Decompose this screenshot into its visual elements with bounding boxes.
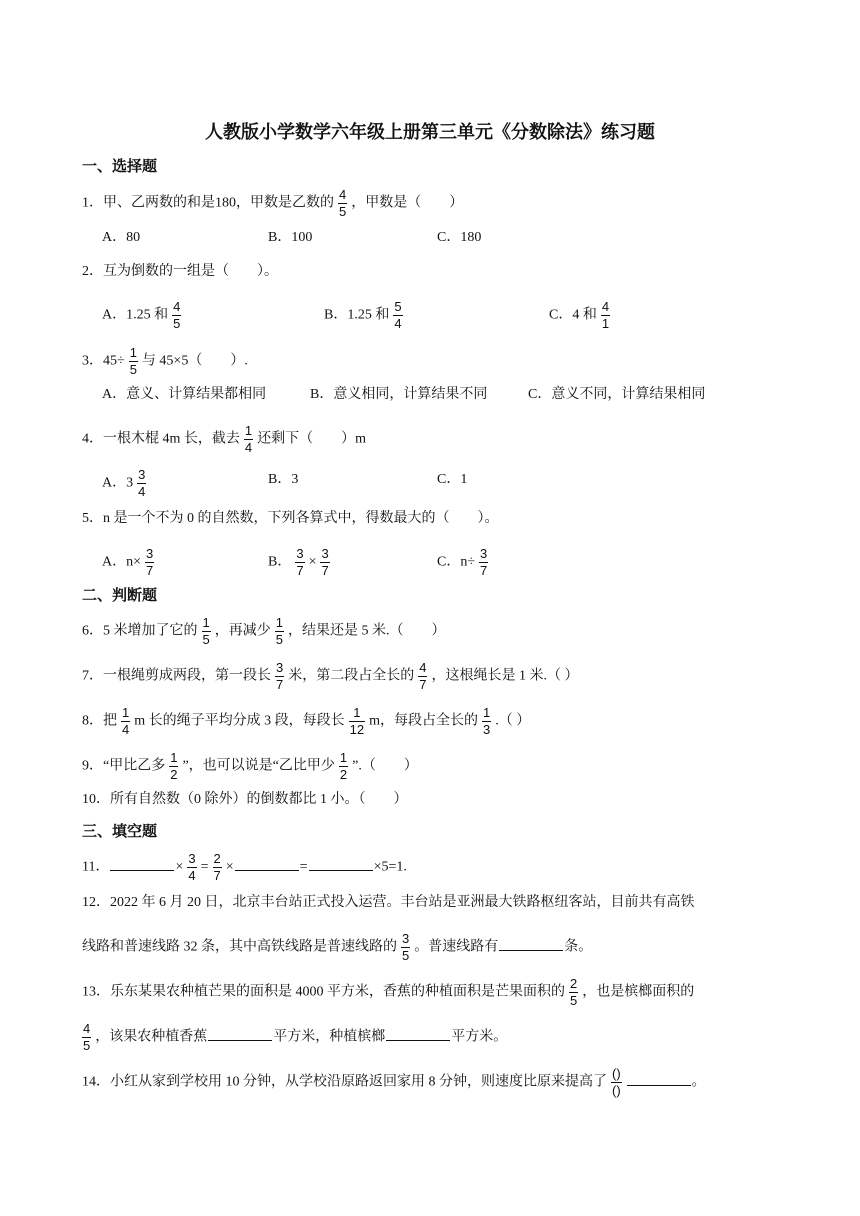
section-heading-judgement: 二、判断题: [82, 586, 158, 604]
option-b: B．意义相同，计算结果不同: [310, 387, 488, 402]
question-10: 10．所有自然数（0 除外）的倒数都比 1 小。（ ）: [82, 792, 408, 807]
option-a: A．1.25 和 $\frac{4}{5}$: [102, 299, 181, 331]
option-b: B．3: [268, 472, 299, 487]
question-13-line-1: 13．乐东某果农种植芒果的面积是 4000 平方米，香蕉的种植面积是芒果面积的 $\frac{2}{5}$ ，也是槟榔面积的: [82, 976, 695, 1008]
question-1: 1．甲、乙两数的和是180，甲数是乙数的 $\frac{4}{5}$ ，甲数是（ ）: [82, 187, 464, 219]
option-c: C．1: [437, 472, 468, 487]
option-a: A．80: [102, 230, 141, 245]
section-heading-fill: 三、填空题: [82, 822, 158, 840]
option-c: C．4 和 $\frac{4}{1}$: [549, 299, 610, 331]
option-b: B．100: [268, 230, 313, 245]
question-4: 4．一根木棍 4m 长，截去 $\frac{1}{4}$ 还剩下（ ）m: [82, 423, 367, 455]
answer-blank[interactable]: [235, 855, 299, 871]
option-c: C．180: [437, 230, 482, 245]
question-11: 11． × $\frac{3}{4}$ = $\frac{2}{7}$ × = ×5=1.: [82, 851, 407, 883]
option-c: C．n÷ $\frac{3}{7}$: [437, 546, 488, 578]
question-8: 8．把 $\frac{1}{4}$ m 长的绳子平均分成 3 段，每段长 $\frac{1}{12}$ m，每段占全长的 $\frac{1}{3}$ .（ ）: [82, 705, 531, 737]
question-9: 9．“甲比乙多 $\frac{1}{2}$ ”，也可以说是“乙比甲少 $\frac{1}{2}$ ”.（ ）: [82, 750, 418, 782]
option-c: C．意义不同，计算结果相同: [528, 387, 706, 402]
question-2: 2．互为倒数的一组是（ ）。: [82, 264, 278, 279]
answer-blank[interactable]: [499, 935, 563, 951]
answer-blank[interactable]: [309, 855, 373, 871]
question-1-options: [102, 226, 802, 250]
question-2-options: [102, 299, 802, 331]
answer-blank[interactable]: [627, 1070, 691, 1086]
fraction: $\frac{4}{5}$: [339, 187, 347, 219]
question-13-line-2: $\frac{4}{5}$ ，该果农种植香蕉 平方米，种植槟榔 平方米。: [83, 1021, 508, 1053]
option-b: B． $\frac{3}{7}$ × $\frac{3}{7}$: [268, 546, 329, 578]
option-a: A．n× $\frac{3}{7}$: [102, 546, 154, 578]
answer-blank[interactable]: [386, 1025, 450, 1041]
question-12-line-1: 12．2022 年 6 月 20 日，北京丰台站正式投入运营。丰台站是亚洲最大铁路枢纽客站，目前共有高铁: [82, 895, 695, 910]
section-heading-choice: 一、选择题: [82, 157, 158, 175]
answer-blank[interactable]: [208, 1025, 272, 1041]
question-6: 6．5 米增加了它的 $\frac{1}{5}$ ，再减少 $\frac{1}{5}$ ，结果还是 5 米.（ ）: [82, 615, 446, 647]
question-5-options: [102, 546, 802, 578]
page-title: 人教版小学数学六年级上册第三单元《分数除法》练习题: [205, 122, 655, 143]
option-a: A．3 $\frac{3}{4}$: [102, 467, 146, 499]
option-b: B．1.25 和 $\frac{5}{4}$: [324, 299, 402, 331]
question-3-options: [102, 383, 802, 407]
option-a: A．意义、计算结果都相同: [102, 387, 267, 402]
question-4-options: [102, 467, 802, 499]
question-5: 5．n 是一个不为 0 的自然数，下列各算式中，得数最大的（ ）。: [82, 511, 499, 526]
answer-blank[interactable]: [110, 855, 174, 871]
question-7: 7．一根绳剪成两段，第一段长 $\frac{3}{7}$ 米，第二段占全长的 $\frac{4}{7}$ ，这根绳长是 1 米.（ ）: [82, 660, 579, 692]
question-12-line-2: 线路和普速线路 32 条，其中高铁线路是普速线路的 $\frac{3}{5}$ 。普速线路有 条。: [82, 931, 593, 963]
question-14: 14．小红从家到学校用 10 分钟，从学校沿原路返回家用 8 分钟，则速度比原来提高了 $\frac{()}{()}$ 。: [82, 1066, 706, 1098]
question-3: 3．45÷ $\frac{1}{5}$ 与 45×5（ ）.: [82, 345, 248, 377]
